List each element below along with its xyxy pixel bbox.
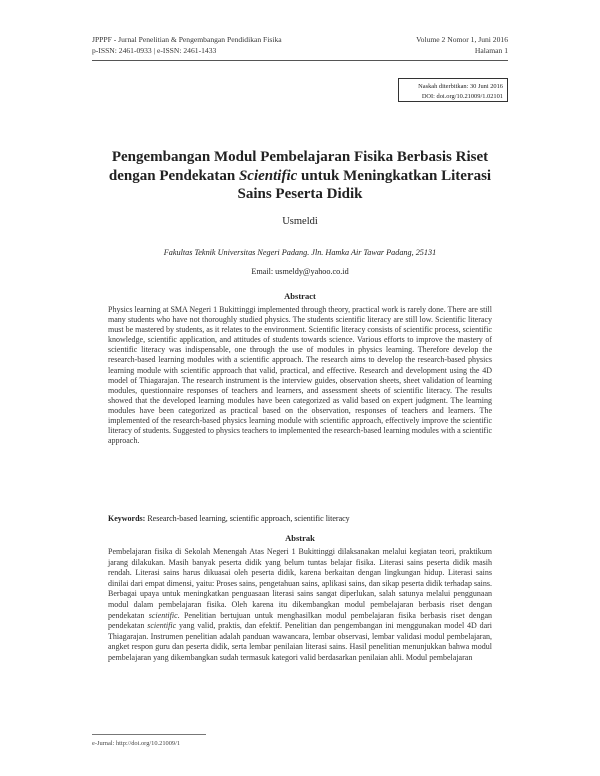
abstract-body: Physics learning at SMA Negeri 1 Bukittinggi implemented through theory, practical work is rarely done. There are still many students who have not thoroughly studied physics. The students scientific literacy are still low. Scientific literacy must be mastered by students, as it relates to the environment. Scientific literacy consists of scientific process, scientific knowledge, scientific application, and attitudes of students towards science. Various efforts to improve the mastery of scientific literacy was indispensable, one through the use of modules in physics learning. Therefore develop the research-based learning modules with a scientific approach. The research aims to develop the research-based physics learning module with scientific approach that valid, practical, and effective. Research and development using the 4D model of Thiagarajan. The research instrument is the interview guides, observation sheets, sheet validation of learning modules, questionnaire responses of teachers and learners, and assessment sheets of scientific literacy. The results showed that the developed learning modules have been categorized as valid based on expert judgment. The learning modules have been categorized as practical based on the observation, responses of teachers and learners. The implemented of the research-based physics learning module with scientific approach, effectively improve the scientific literacy of students. Suggested to physics teachers to implemented the research-based learning modules with a scientific approach. [108,305,492,446]
abstrak-heading: Abstrak [285,533,315,543]
abstrak-body: Pembelajaran fisika di Sekolah Menengah Atas Negeri 1 Bukittinggi dilaksanakan melalui kegiatan teori, praktikum jarang dilakukan. Masih banyak peserta didik yang belum tuntas belajar fisika. Literasi sains peserta didik masih rendah. Literasi sains harus dikuasai oleh peserta didik, karena berkaitan dengan lingkungan hidup. Literasi sains dinilai dari empat dimensi, yaitu: Proses sains, pengetahuan sains, aplikasi sains, dan sikap peserta didik terhadap sains. Berbagai upaya untuk meningkatkan penguasaan literasi sains sangat diperlukan, salah satunya melalui penggunaan modul dalam pembelajaran fisika. Oleh karena itu dikembangkan modul pembelajaran berbasis riset dengan pendekatan scientific. Penelitian bertujuan untuk menghasilkan modul pembelajaran fisika berbasis riset dengan pendekatan scientific yang valid, praktis, dan efektif. Penelitian dan pengembangan ini menggunakan model 4D dari Thiagarajan. Instrumen penelitian adalah panduan wawancara, lembar observasi, lembar validasi modul pembelajaran, angket respon guru dan peserta didik, serta lembar penilaian literasi sains. Hasil penelitian menunjukkan bahwa modul pembelajaran yang dikembangkan sudah termasuk kategori valid berdasarkan penilaian ahli. Modul pembelajaran [108,547,493,662]
volume-header [416,35,508,56]
page-number: Halaman 1 [474,45,508,55]
author: Usmeldi [282,216,318,227]
email: Email: usmeldy@yahoo.co.id [251,267,349,276]
keywords-label: Keywords: [108,514,146,523]
issn: p-ISSN: 2461-0933 | e-ISSN: 2461-1433 [92,45,217,55]
journal-name: JPPPF - Jurnal Penelitian & Pengembangan Pendidikan Fisika [92,35,282,44]
footer-url: e-Jurnal: http://doi.org/10.21009/1 [92,740,181,747]
keywords [108,514,492,523]
affiliation: Fakultas Teknik Universitas Negeri Padang. Jln. Hamka Air Tawar Padang, 25131 [163,248,437,257]
publication-box [398,78,508,102]
title-italic: Scientific [238,167,298,184]
volume-info: Volume 2 Nomor 1, Juni 2016 [416,35,508,44]
header-divider [92,60,508,61]
journal-header [92,35,282,56]
keywords-text: Research-based learning, scientific approach, scientific literacy [147,514,350,523]
abstract-heading: Abstract [284,291,316,301]
paper-title: Pengembangan Modul Pembelajaran Fisika Berbasis Riset dengan Pendekatan Scientific untuk Meningkatkan Literasi Sains Peserta Didik [108,149,492,202]
footer-divider [92,734,206,735]
published-date: Naskah diterbitkan: 30 Juni 2016 [418,83,503,90]
doi: DOI: doi.org/10.21009/1.02101 [421,92,503,100]
